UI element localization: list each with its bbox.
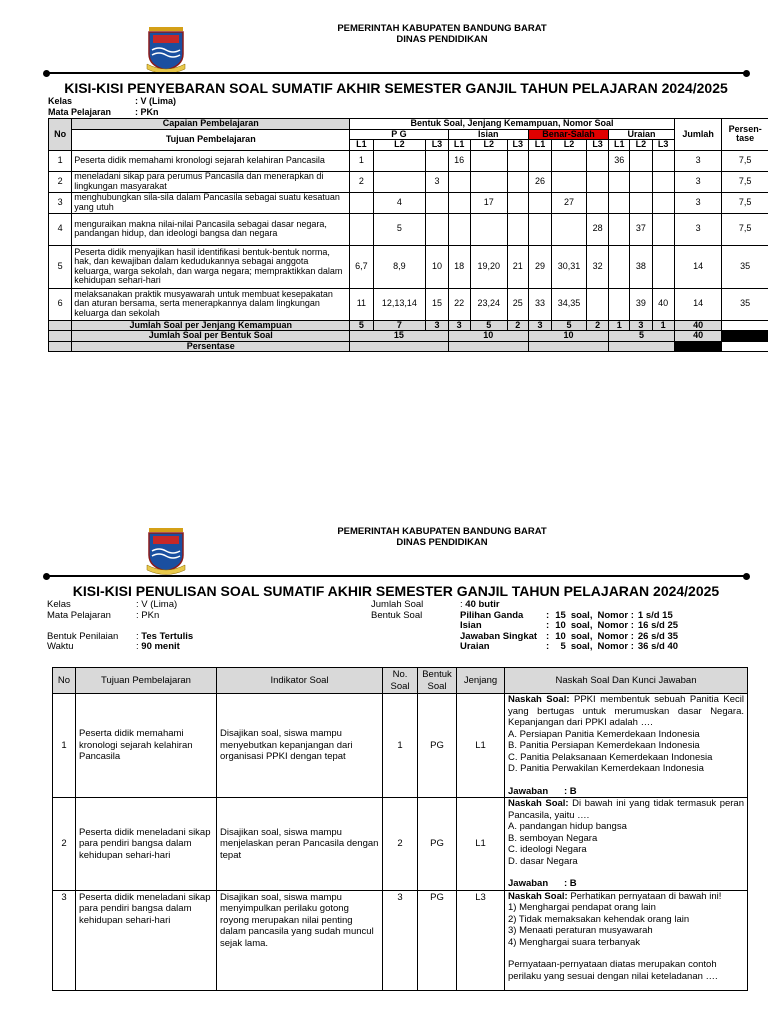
col-no-soal: No. Soal bbox=[383, 668, 418, 694]
bentuk-nomor: 16 s/d 25 bbox=[637, 620, 679, 631]
penilaian-value: Tes Tertulis bbox=[141, 630, 194, 642]
row-no: 5 bbox=[49, 245, 72, 288]
level-header: L3 bbox=[652, 140, 674, 151]
row-indikator: Disajikan soal, siswa mampu menyebutkan kepanjangan dari organisasi PPKI dengan tepat bbox=[217, 694, 383, 798]
row-nomor-soal: 3 bbox=[426, 171, 448, 192]
row-nomor-soal bbox=[630, 192, 652, 213]
header-divider bbox=[46, 72, 746, 74]
writing-table bbox=[52, 667, 748, 991]
col-no: No bbox=[53, 668, 76, 694]
col-pg: P G bbox=[350, 129, 448, 140]
row-nomor-soal bbox=[350, 192, 373, 213]
jenjang-label: Jumlah Soal per Jenjang Kemampuan bbox=[72, 320, 350, 331]
row-nomor-soal bbox=[528, 150, 551, 171]
row-nomor-soal bbox=[609, 171, 630, 192]
row-nomor-soal bbox=[507, 171, 528, 192]
row-no: 4 bbox=[49, 213, 72, 245]
row-nomor-soal bbox=[552, 171, 587, 192]
row-nomor-soal bbox=[470, 213, 507, 245]
row-persen: 7,5 bbox=[722, 171, 768, 192]
bentuk-value: 10 bbox=[528, 331, 608, 342]
row-nomor-soal bbox=[552, 150, 587, 171]
bentuk-total-row bbox=[49, 331, 768, 342]
separator: : bbox=[546, 641, 552, 652]
level-header: L2 bbox=[552, 140, 587, 151]
page1-title: KISI-KISI PENYEBARAN SOAL SUMATIF AKHIR SEMESTER GANJIL TAHUN PELAJARAN 2024/2025 bbox=[64, 80, 728, 96]
row-no: 1 bbox=[49, 150, 72, 171]
row-nomor-soal bbox=[507, 150, 528, 171]
persentase-label: Persentase bbox=[72, 341, 350, 352]
row-nomor-soal: 8,9 bbox=[373, 245, 426, 288]
persentase-row bbox=[49, 341, 768, 352]
table-row bbox=[49, 171, 768, 192]
col-tp: Tujuan Pembelajaran bbox=[76, 668, 217, 694]
row-jumlah: 3 bbox=[674, 192, 722, 213]
row-tujuan: Peserta didik meneladani sikap para pendiri bangsa dalam kehidupan sehari-hari bbox=[76, 890, 217, 990]
bentuk-nomor: 36 s/d 40 bbox=[637, 641, 679, 652]
mapel-label: Mata Pelajaran bbox=[47, 609, 111, 621]
row-nomor-soal bbox=[586, 171, 608, 192]
jenjang-total: 40 bbox=[674, 320, 722, 331]
row-persen: 35 bbox=[722, 245, 768, 288]
row-nomor-soal bbox=[586, 288, 608, 320]
bentuk-name: Isian bbox=[460, 620, 482, 631]
row-nomor-soal: 11 bbox=[350, 288, 373, 320]
jenjang-value: 2 bbox=[507, 320, 528, 331]
row-tujuan: Peserta didik memahami kronologi sejarah kelahiran Pancasila bbox=[76, 694, 217, 798]
row-naskah bbox=[505, 798, 748, 891]
level-header: L1 bbox=[528, 140, 551, 151]
page2-meta-right: Jumlah Soal : 40 butir Bentuk Soal Pilihan Ganda : 15 soal, Nomor : 1 s/d 15 Isian : 10 soal, Nomor : 16 s/d 25 Jawaban Singkat : 10 soal, Nomor : 26 s/d 35 Uraian : 5 soal, Nomor : 36 s/d 40 bbox=[371, 599, 679, 652]
answer-option: 1) Menghargai pendapat orang lain bbox=[508, 902, 656, 913]
header-dot-right bbox=[743, 70, 750, 77]
naskah-label: Naskah Soal: bbox=[508, 890, 568, 902]
naskah-text: PPKI membentuk sebuah Panitia Kecil yang bertugas untuk merumuskan dasar Negara. Kepanjangan dari PPKI adalah …. bbox=[508, 694, 744, 728]
row-tujuan: meneladani sikap para perumus Pancasila dan menerapkan di lingkungan masyarakat bbox=[72, 171, 350, 192]
blank-cell bbox=[722, 320, 768, 331]
row-nomor-soal bbox=[630, 150, 652, 171]
waktu-label: Waktu bbox=[47, 641, 74, 652]
separator: : bbox=[546, 630, 552, 642]
row-bentuk-soal: PG bbox=[418, 694, 457, 798]
row-jumlah: 14 bbox=[674, 245, 722, 288]
row-nomor-soal: 12,13,14 bbox=[373, 288, 426, 320]
row-nomor-soal bbox=[528, 213, 551, 245]
jawaban-label: Jawaban bbox=[508, 878, 549, 889]
row-naskah bbox=[505, 694, 748, 798]
row-nomor-soal: 2 bbox=[350, 171, 373, 192]
bentuk-count: 5 bbox=[560, 641, 566, 652]
distribution-table bbox=[48, 118, 768, 352]
bentuk-count: 10 bbox=[555, 630, 566, 642]
row-nomor-soal: 18 bbox=[448, 245, 470, 288]
row-tujuan: menghubungkan sila-sila dalam Pancasila sebagai suatu kesatuan yang utuh bbox=[72, 192, 350, 213]
gov-line-2: DINAS PENDIDIKAN bbox=[396, 537, 488, 548]
separator: : bbox=[546, 609, 552, 621]
bentuk-value: 5 bbox=[609, 331, 675, 342]
answer-option: C. ideologi Negara bbox=[508, 844, 587, 855]
jenjang-total-row bbox=[49, 320, 768, 331]
table-row bbox=[49, 192, 768, 213]
kelas-label: Kelas bbox=[48, 96, 73, 106]
table-row bbox=[49, 213, 768, 245]
row-nomor-soal bbox=[586, 192, 608, 213]
row-nomor-soal: 39 bbox=[630, 288, 652, 320]
bentuk-total: 40 bbox=[674, 331, 722, 342]
waktu-value: 90 menit bbox=[141, 641, 180, 652]
naskah-soal bbox=[508, 891, 744, 903]
level-header: L2 bbox=[630, 140, 652, 151]
row-nomor-soal: 25 bbox=[507, 288, 528, 320]
level-header: L2 bbox=[470, 140, 507, 151]
row-jumlah: 3 bbox=[674, 213, 722, 245]
mapel-value: : PKn bbox=[136, 609, 160, 621]
bentuk-soal-line bbox=[371, 642, 678, 653]
row-nomor-soal bbox=[426, 213, 448, 245]
col-indikator: Indikator Soal bbox=[217, 668, 383, 694]
nomor-word: Nomor : bbox=[597, 641, 634, 652]
level-header: L3 bbox=[586, 140, 608, 151]
kunci-jawaban bbox=[508, 878, 744, 890]
col-tp: Tujuan Pembelajaran bbox=[72, 129, 350, 150]
row-bentuk-soal: PG bbox=[418, 798, 457, 891]
table-row bbox=[53, 798, 748, 891]
row-nomor-soal: 5 bbox=[373, 213, 426, 245]
row-no: 2 bbox=[49, 171, 72, 192]
row-nomor-soal bbox=[470, 150, 507, 171]
blank-cell bbox=[49, 331, 72, 342]
gov-header-2 bbox=[280, 526, 604, 548]
row-persen: 7,5 bbox=[722, 192, 768, 213]
row-nomor-soal bbox=[609, 245, 630, 288]
blank-cell bbox=[49, 320, 72, 331]
jenjang-value: 7 bbox=[373, 320, 426, 331]
row-nomor-soal bbox=[528, 192, 551, 213]
bentuk-soal-line bbox=[371, 621, 678, 632]
mapel-value: : PKn bbox=[135, 106, 159, 117]
col-benar-salah: Benar-Salah bbox=[528, 129, 608, 140]
jenjang-value: 3 bbox=[426, 320, 448, 331]
row-nomor-soal: 16 bbox=[448, 150, 470, 171]
row-nomor-soal: 23,24 bbox=[470, 288, 507, 320]
col-isian: Isian bbox=[448, 129, 528, 140]
jenjang-value: 3 bbox=[448, 320, 470, 331]
jenjang-value: 2 bbox=[586, 320, 608, 331]
row-nomor-soal: 10 bbox=[426, 245, 448, 288]
col-jenjang: Jenjang bbox=[457, 668, 505, 694]
soal-word: soal, bbox=[570, 641, 593, 652]
row-no: 2 bbox=[53, 798, 76, 891]
row-nomor-soal: 19,20 bbox=[470, 245, 507, 288]
level-header: L1 bbox=[609, 140, 630, 151]
row-nomor-soal bbox=[507, 192, 528, 213]
row-no: 3 bbox=[53, 890, 76, 990]
answer-option: A. pandangan hidup bangsa bbox=[508, 821, 627, 832]
row-nomor-soal bbox=[652, 171, 674, 192]
row-jumlah: 14 bbox=[674, 288, 722, 320]
soal-word: soal, bbox=[570, 609, 593, 621]
col-jumlah: Jumlah bbox=[674, 119, 722, 151]
jenjang-value: 3 bbox=[630, 320, 652, 331]
level-header: L1 bbox=[448, 140, 470, 151]
kbb-logo-2 bbox=[145, 527, 187, 575]
kelas-value: : V (Lima) bbox=[136, 599, 178, 610]
row-nomor-soal: 36 bbox=[609, 150, 630, 171]
bentuk-value: 10 bbox=[448, 331, 528, 342]
row-nomor-soal bbox=[448, 213, 470, 245]
naskah-tail: Pernyataan-pernyataan diatas merupakan contoh perilaku yang sesuai dengan nilai keteladanan …. bbox=[508, 959, 718, 982]
mapel-label: Mata Pelajaran bbox=[48, 106, 112, 117]
row-nomor-soal bbox=[507, 213, 528, 245]
row-tujuan: menguraikan makna nilai-nilai Pancasila sebagai dasar negara, pandangan hidup, dan ideologi bangsa dan negara bbox=[72, 213, 350, 245]
bentuk-value: 15 bbox=[350, 331, 448, 342]
gov-line-1: PEMERINTAH KABUPATEN BANDUNG BARAT bbox=[337, 23, 547, 34]
blank-cell bbox=[722, 331, 768, 342]
naskah-label: Naskah Soal: bbox=[508, 694, 570, 705]
row-persen: 7,5 bbox=[722, 150, 768, 171]
answer-option: C. Panitia Pelaksanaan Kemerdekaan Indonesia bbox=[508, 751, 713, 763]
soal-word: soal, bbox=[570, 620, 593, 631]
jumlah-soal-label: Jumlah Soal bbox=[371, 599, 424, 610]
answer-option: 4) Menghargai suara terbanyak bbox=[508, 936, 641, 948]
bentuk-label: Jumlah Soal per Bentuk Soal bbox=[72, 331, 350, 342]
bentuk-count: 10 bbox=[555, 620, 566, 631]
bentuk-name: Jawaban Singkat bbox=[460, 630, 538, 642]
level-header: L3 bbox=[507, 140, 528, 151]
kelas-value: : V (Lima) bbox=[135, 96, 177, 106]
table-row bbox=[49, 288, 768, 320]
naskah-text: Perhatikan pernyataan di bawah ini! bbox=[570, 890, 722, 902]
row-nomor-soal: 17 bbox=[470, 192, 507, 213]
row-jenjang: L3 bbox=[457, 890, 505, 990]
jumlah-soal-value: 40 butir bbox=[465, 599, 500, 610]
spacer bbox=[508, 867, 744, 878]
row-nomor-soal: 29 bbox=[528, 245, 551, 288]
row-nomor-soal bbox=[552, 213, 587, 245]
spacer bbox=[508, 948, 744, 959]
row-nomor-soal: 15 bbox=[426, 288, 448, 320]
row-nomor-soal bbox=[609, 213, 630, 245]
naskah-text: Di bawah ini yang tidak termasuk peran Pancasila, yaitu …. bbox=[508, 798, 745, 821]
gov-header bbox=[280, 23, 604, 45]
col-bentuk-soal: Bentuk Soal bbox=[418, 668, 457, 694]
answer-option: A. Persiapan Panitia Kemerdekaan Indonesia bbox=[508, 728, 700, 740]
nomor-word: Nomor : bbox=[597, 620, 634, 631]
row-nomor-soal: 27 bbox=[552, 192, 587, 213]
row-jumlah: 3 bbox=[674, 150, 722, 171]
row-indikator: Disajikan soal, siswa mampu menyimpulkan perilaku gotong royong merupakan nilai penting dalam pancasila yang sudah muncul sejak lama. bbox=[217, 890, 383, 990]
col-no: No bbox=[49, 119, 72, 151]
naskah-soal bbox=[508, 694, 744, 729]
row-nomor-soal: 40 bbox=[652, 288, 674, 320]
blank-cell bbox=[350, 341, 448, 352]
row-nomor-soal: 33 bbox=[528, 288, 551, 320]
col-persen: Persen-tase bbox=[722, 119, 768, 151]
row-bentuk-soal: PG bbox=[418, 890, 457, 990]
bentuk-count: 15 bbox=[555, 609, 566, 621]
row-nomor-soal bbox=[373, 171, 426, 192]
row-naskah bbox=[505, 890, 748, 990]
blank-cell bbox=[722, 341, 768, 352]
row-nomor-soal bbox=[630, 171, 652, 192]
row-nomor-soal bbox=[350, 213, 373, 245]
table-row bbox=[53, 890, 748, 990]
jenjang-value: 1 bbox=[609, 320, 630, 331]
row-tujuan: melaksanakan praktik musyawarah untuk membuat kesepakatan dan aturan bersama, serta menerapkannya dalam lingkungan keluarga dan sekolah bbox=[72, 288, 350, 320]
kbb-logo bbox=[145, 26, 187, 74]
blank-cell bbox=[448, 341, 528, 352]
row-nomor-soal: 21 bbox=[507, 245, 528, 288]
row-jenjang: L1 bbox=[457, 798, 505, 891]
row-nomor-soal bbox=[373, 150, 426, 171]
row-no: 3 bbox=[49, 192, 72, 213]
row-nomor-soal: 34,35 bbox=[552, 288, 587, 320]
jenjang-value: 3 bbox=[528, 320, 551, 331]
table-row bbox=[49, 245, 768, 288]
blank-cell bbox=[674, 341, 722, 352]
gov-line-1: PEMERINTAH KABUPATEN BANDUNG BARAT bbox=[337, 526, 547, 537]
row-nomor-soal bbox=[652, 213, 674, 245]
bentuk-soal-label: Bentuk Soal bbox=[371, 609, 423, 621]
jenjang-value: 5 bbox=[552, 320, 587, 331]
header-divider-2 bbox=[46, 575, 746, 577]
header-dot-right-2 bbox=[743, 573, 750, 580]
row-nomor-soal: 38 bbox=[630, 245, 652, 288]
bentuk-name: Pilihan Ganda bbox=[460, 609, 524, 621]
row-no: 6 bbox=[49, 288, 72, 320]
row-no-soal: 3 bbox=[383, 890, 418, 990]
spacer bbox=[508, 775, 744, 786]
soal-word: soal, bbox=[570, 630, 593, 642]
row-nomor-soal: 26 bbox=[528, 171, 551, 192]
jenjang-value: 5 bbox=[350, 320, 373, 331]
level-header: L3 bbox=[426, 140, 448, 151]
row-jenjang: L1 bbox=[457, 694, 505, 798]
row-nomor-soal bbox=[609, 192, 630, 213]
row-nomor-soal bbox=[652, 150, 674, 171]
row-persen: 35 bbox=[722, 288, 768, 320]
jawaban-value: : B bbox=[564, 878, 577, 889]
row-nomor-soal bbox=[652, 192, 674, 213]
page2-title: KISI-KISI PENULISAN SOAL SUMATIF AKHIR SEMESTER GANJIL TAHUN PELAJARAN 2024/2025 bbox=[72, 583, 720, 599]
row-nomor-soal bbox=[652, 245, 674, 288]
col-naskah: Naskah Soal Dan Kunci Jawaban bbox=[505, 668, 748, 694]
row-nomor-soal: 30,31 bbox=[552, 245, 587, 288]
penilaian-label: Bentuk Penilaian bbox=[47, 630, 119, 642]
row-tujuan: Peserta didik menyajikan hasil identifikasi bentuk-bentuk norma, hak, dan kewajiban dalam kedudukannya sebagai anggota keluarga, warga sekolah, dan warga negara; mempraktikkan dalam kehidupan sehari-hari bbox=[72, 245, 350, 288]
kunci-jawaban bbox=[508, 786, 744, 798]
row-no-soal: 2 bbox=[383, 798, 418, 891]
gov-line-2: DINAS PENDIDIKAN bbox=[396, 34, 488, 45]
row-nomor-soal bbox=[609, 288, 630, 320]
answer-option: 3) Menaati peraturan musyawarah bbox=[508, 925, 653, 936]
answer-option: D. dasar Negara bbox=[508, 855, 578, 867]
row-indikator: Disajikan soal, siswa mampu menjelaskan peran Pancasila dengan tepat bbox=[217, 798, 383, 891]
level-header: L2 bbox=[373, 140, 426, 151]
naskah-soal bbox=[508, 798, 744, 821]
row-persen: 7,5 bbox=[722, 213, 768, 245]
blank-cell bbox=[609, 341, 675, 352]
row-no-soal: 1 bbox=[383, 694, 418, 798]
level-header: L1 bbox=[350, 140, 373, 151]
separator: : bbox=[546, 620, 552, 631]
row-nomor-soal: 22 bbox=[448, 288, 470, 320]
page2-meta-left: Kelas : V (Lima) Mata Pelajaran : PKn Bentuk Penilaian : Tes Tertulis Waktu : 90 menit bbox=[47, 599, 194, 652]
nomor-word: Nomor : bbox=[597, 609, 634, 621]
jenjang-value: 5 bbox=[470, 320, 507, 331]
row-tujuan: Peserta didik memahami kronologi sejarah kelahiran Pancasila bbox=[72, 150, 350, 171]
bentuk-name: Uraian bbox=[460, 641, 490, 652]
answer-option: 2) Tidak memaksakan kehendak orang lain bbox=[508, 913, 690, 925]
answer-option: B. Panitia Persiapan Kemerdekaan Indonesia bbox=[508, 740, 700, 751]
col-cp: Capaian Pembelajaran bbox=[72, 119, 350, 130]
row-nomor-soal bbox=[448, 171, 470, 192]
blank-cell bbox=[528, 341, 608, 352]
jawaban-value: : B bbox=[564, 785, 577, 797]
table-row bbox=[53, 694, 748, 798]
naskah-label: Naskah Soal: bbox=[508, 798, 569, 809]
row-tujuan: Peserta didik meneladani sikap para pendiri bangsa dalam kehidupan sehari-hari bbox=[76, 798, 217, 891]
blank-cell bbox=[49, 341, 72, 352]
row-nomor-soal bbox=[586, 150, 608, 171]
row-nomor-soal: 1 bbox=[350, 150, 373, 171]
row-no: 1 bbox=[53, 694, 76, 798]
answer-option: B. semboyan Negara bbox=[508, 832, 598, 844]
page1-meta bbox=[48, 96, 176, 117]
row-jumlah: 3 bbox=[674, 171, 722, 192]
bentuk-nomor: 26 s/d 35 bbox=[637, 630, 679, 642]
row-nomor-soal: 6,7 bbox=[350, 245, 373, 288]
answer-option: D. Panitia Perwakilan Kemerdekaan Indonesia bbox=[508, 763, 704, 774]
row-nomor-soal: 37 bbox=[630, 213, 652, 245]
jawaban-label: Jawaban bbox=[508, 785, 549, 797]
row-nomor-soal bbox=[426, 150, 448, 171]
row-nomor-soal: 32 bbox=[586, 245, 608, 288]
bentuk-nomor: 1 s/d 15 bbox=[637, 609, 673, 621]
row-nomor-soal: 28 bbox=[586, 213, 608, 245]
row-nomor-soal bbox=[426, 192, 448, 213]
nomor-word: Nomor : bbox=[597, 630, 634, 642]
row-nomor-soal bbox=[448, 192, 470, 213]
table-row bbox=[49, 150, 768, 171]
row-nomor-soal bbox=[470, 171, 507, 192]
jenjang-value: 1 bbox=[652, 320, 674, 331]
col-bentuk: Bentuk Soal, Jenjang Kemampuan, Nomor Soal bbox=[350, 119, 675, 130]
kelas-label: Kelas bbox=[47, 599, 71, 610]
row-nomor-soal: 4 bbox=[373, 192, 426, 213]
col-uraian: Uraian bbox=[609, 129, 675, 140]
